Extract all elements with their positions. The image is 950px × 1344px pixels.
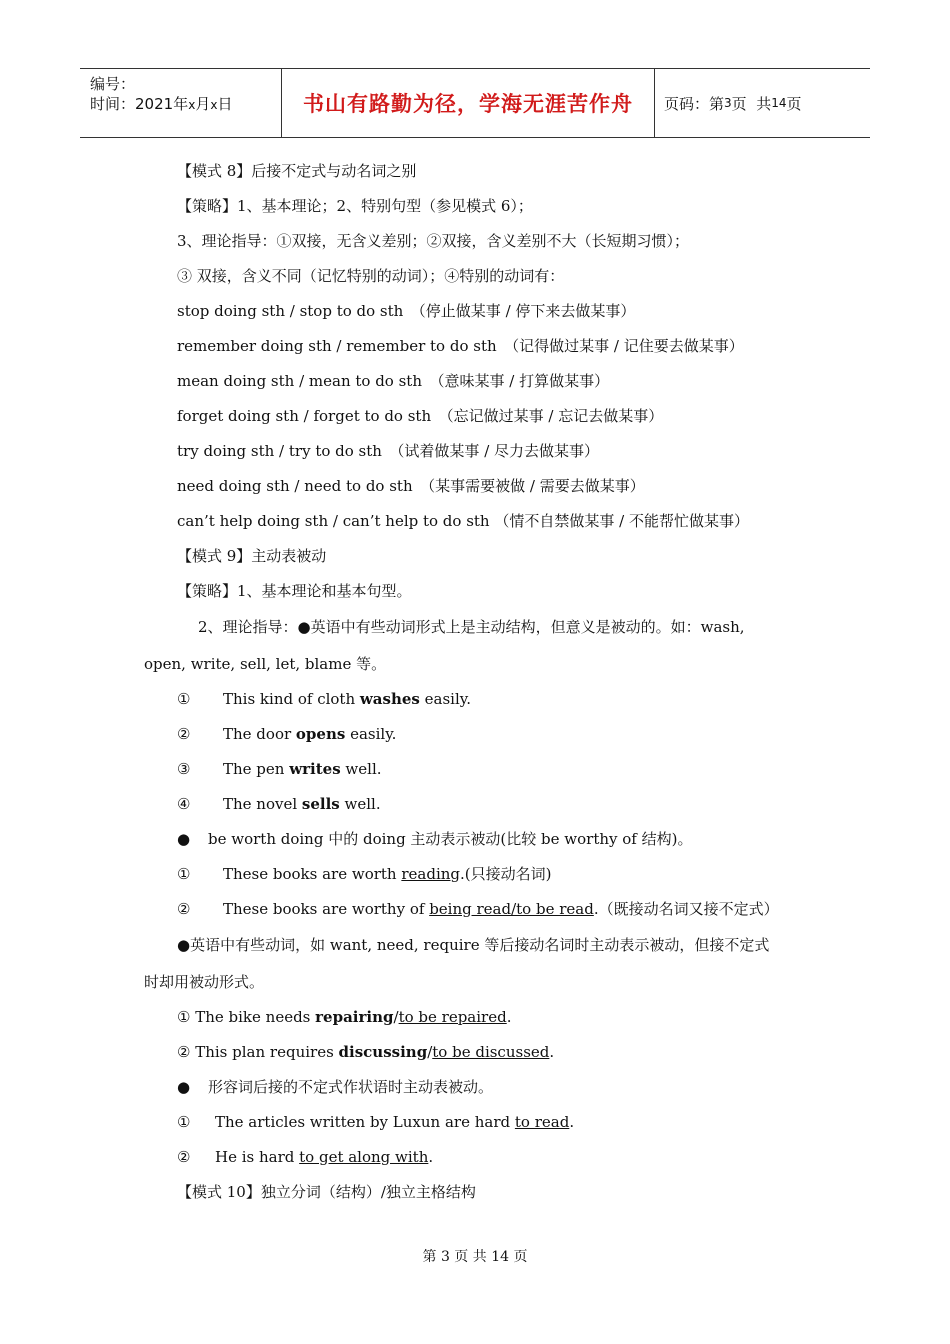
motto-text: 书山有路勤为径，学海无涯苦作舟 — [303, 92, 633, 116]
verb-pair: try doing sth / try to do sth （试着做某事 / 尽力去做某事） — [177, 442, 600, 460]
time-line: 时间：2021年x月x日 — [90, 95, 233, 113]
example-sentence: ① The articles written by Luxun are hard to read. — [177, 1113, 575, 1131]
page-header — [80, 68, 870, 138]
theory-line: ③ 双接，含义不同（记忆特别的动词）；④特别的动词有： — [177, 267, 565, 285]
example-sentence: ④ The novel sells well. — [177, 795, 381, 813]
header-meta — [80, 69, 280, 137]
strategy-line: 【策略】1、基本理论；2、特别句型（参见模式 6）； — [177, 197, 533, 215]
number-label: 编号： — [90, 75, 136, 93]
header-page-info: 页码：第 3 页 共 14 页 — [664, 94, 802, 113]
bullet-point: ● be worth doing 中的 doing 主动表示被动(比较 be worthy of 结构)。 — [177, 830, 693, 848]
example-sentence: ② This plan requires discussing/to be discussed. — [177, 1043, 555, 1061]
verb-pair: forget doing sth / forget to do sth （忘记做过某事 / 忘记去做某事） — [177, 407, 664, 425]
theory-line: ●英语中有些动词，如 want, need, require 等后接动名词时主动表示被动，但接不定式 — [177, 936, 770, 954]
example-sentence: ① These books are worth reading.(只接动名词) — [177, 865, 552, 883]
section-heading-9: 【模式 9】主动表被动 — [177, 547, 327, 565]
time-label: 时间： — [90, 95, 136, 113]
bullet-point: ● 形容词后接的不定式作状语时主动表被动。 — [177, 1078, 494, 1096]
example-sentence: ② The door opens easily. — [177, 725, 397, 743]
section-heading-10: 【模式 10】独立分词（结构）/独立主格结构 — [177, 1183, 476, 1201]
example-sentence: ② These books are worthy of being read/to be read.（既接动名词又接不定式） — [177, 900, 779, 918]
example-sentence: ① This kind of cloth washes easily. — [177, 690, 472, 708]
theory-line: 时却用被动形式。 — [144, 973, 265, 991]
theory-line: 2、理论指导：●英语中有些动词形式上是主动结构，但意义是被动的。如：wash, — [198, 618, 745, 636]
strategy-line: 【策略】1、基本理论和基本句型。 — [177, 582, 412, 600]
verb-pair: mean doing sth / mean to do sth （意味某事 / 打算做某事） — [177, 372, 610, 390]
example-sentence: ② He is hard to get along with. — [177, 1148, 434, 1166]
verb-pair: can’t help doing sth / can’t help to do sth （情不自禁做某事 / 不能帮忙做某事） — [177, 512, 749, 530]
page-footer: 第 3 页 共 14 页 — [422, 1249, 528, 1265]
verb-pair: stop doing sth / stop to do sth （停止做某事 / 停下来去做某事） — [177, 302, 636, 320]
theory-line: open, write, sell, let, blame 等。 — [144, 655, 387, 673]
example-sentence: ③ The pen writes well. — [177, 760, 382, 778]
theory-line: 3、理论指导：①双接，无含义差别；②双接，含义差别不大（长短期习惯）； — [177, 232, 690, 250]
example-sentence: ① The bike needs repairing/to be repaired. — [177, 1008, 512, 1026]
header-motto — [281, 69, 655, 137]
verb-pair: remember doing sth / remember to do sth （记得做过某事 / 记住要去做某事） — [177, 337, 744, 355]
section-heading-8: 【模式 8】后接不定式与动名词之别 — [177, 162, 417, 180]
verb-pair: need doing sth / need to do sth （某事需要被做 / 需要去做某事） — [177, 477, 645, 495]
